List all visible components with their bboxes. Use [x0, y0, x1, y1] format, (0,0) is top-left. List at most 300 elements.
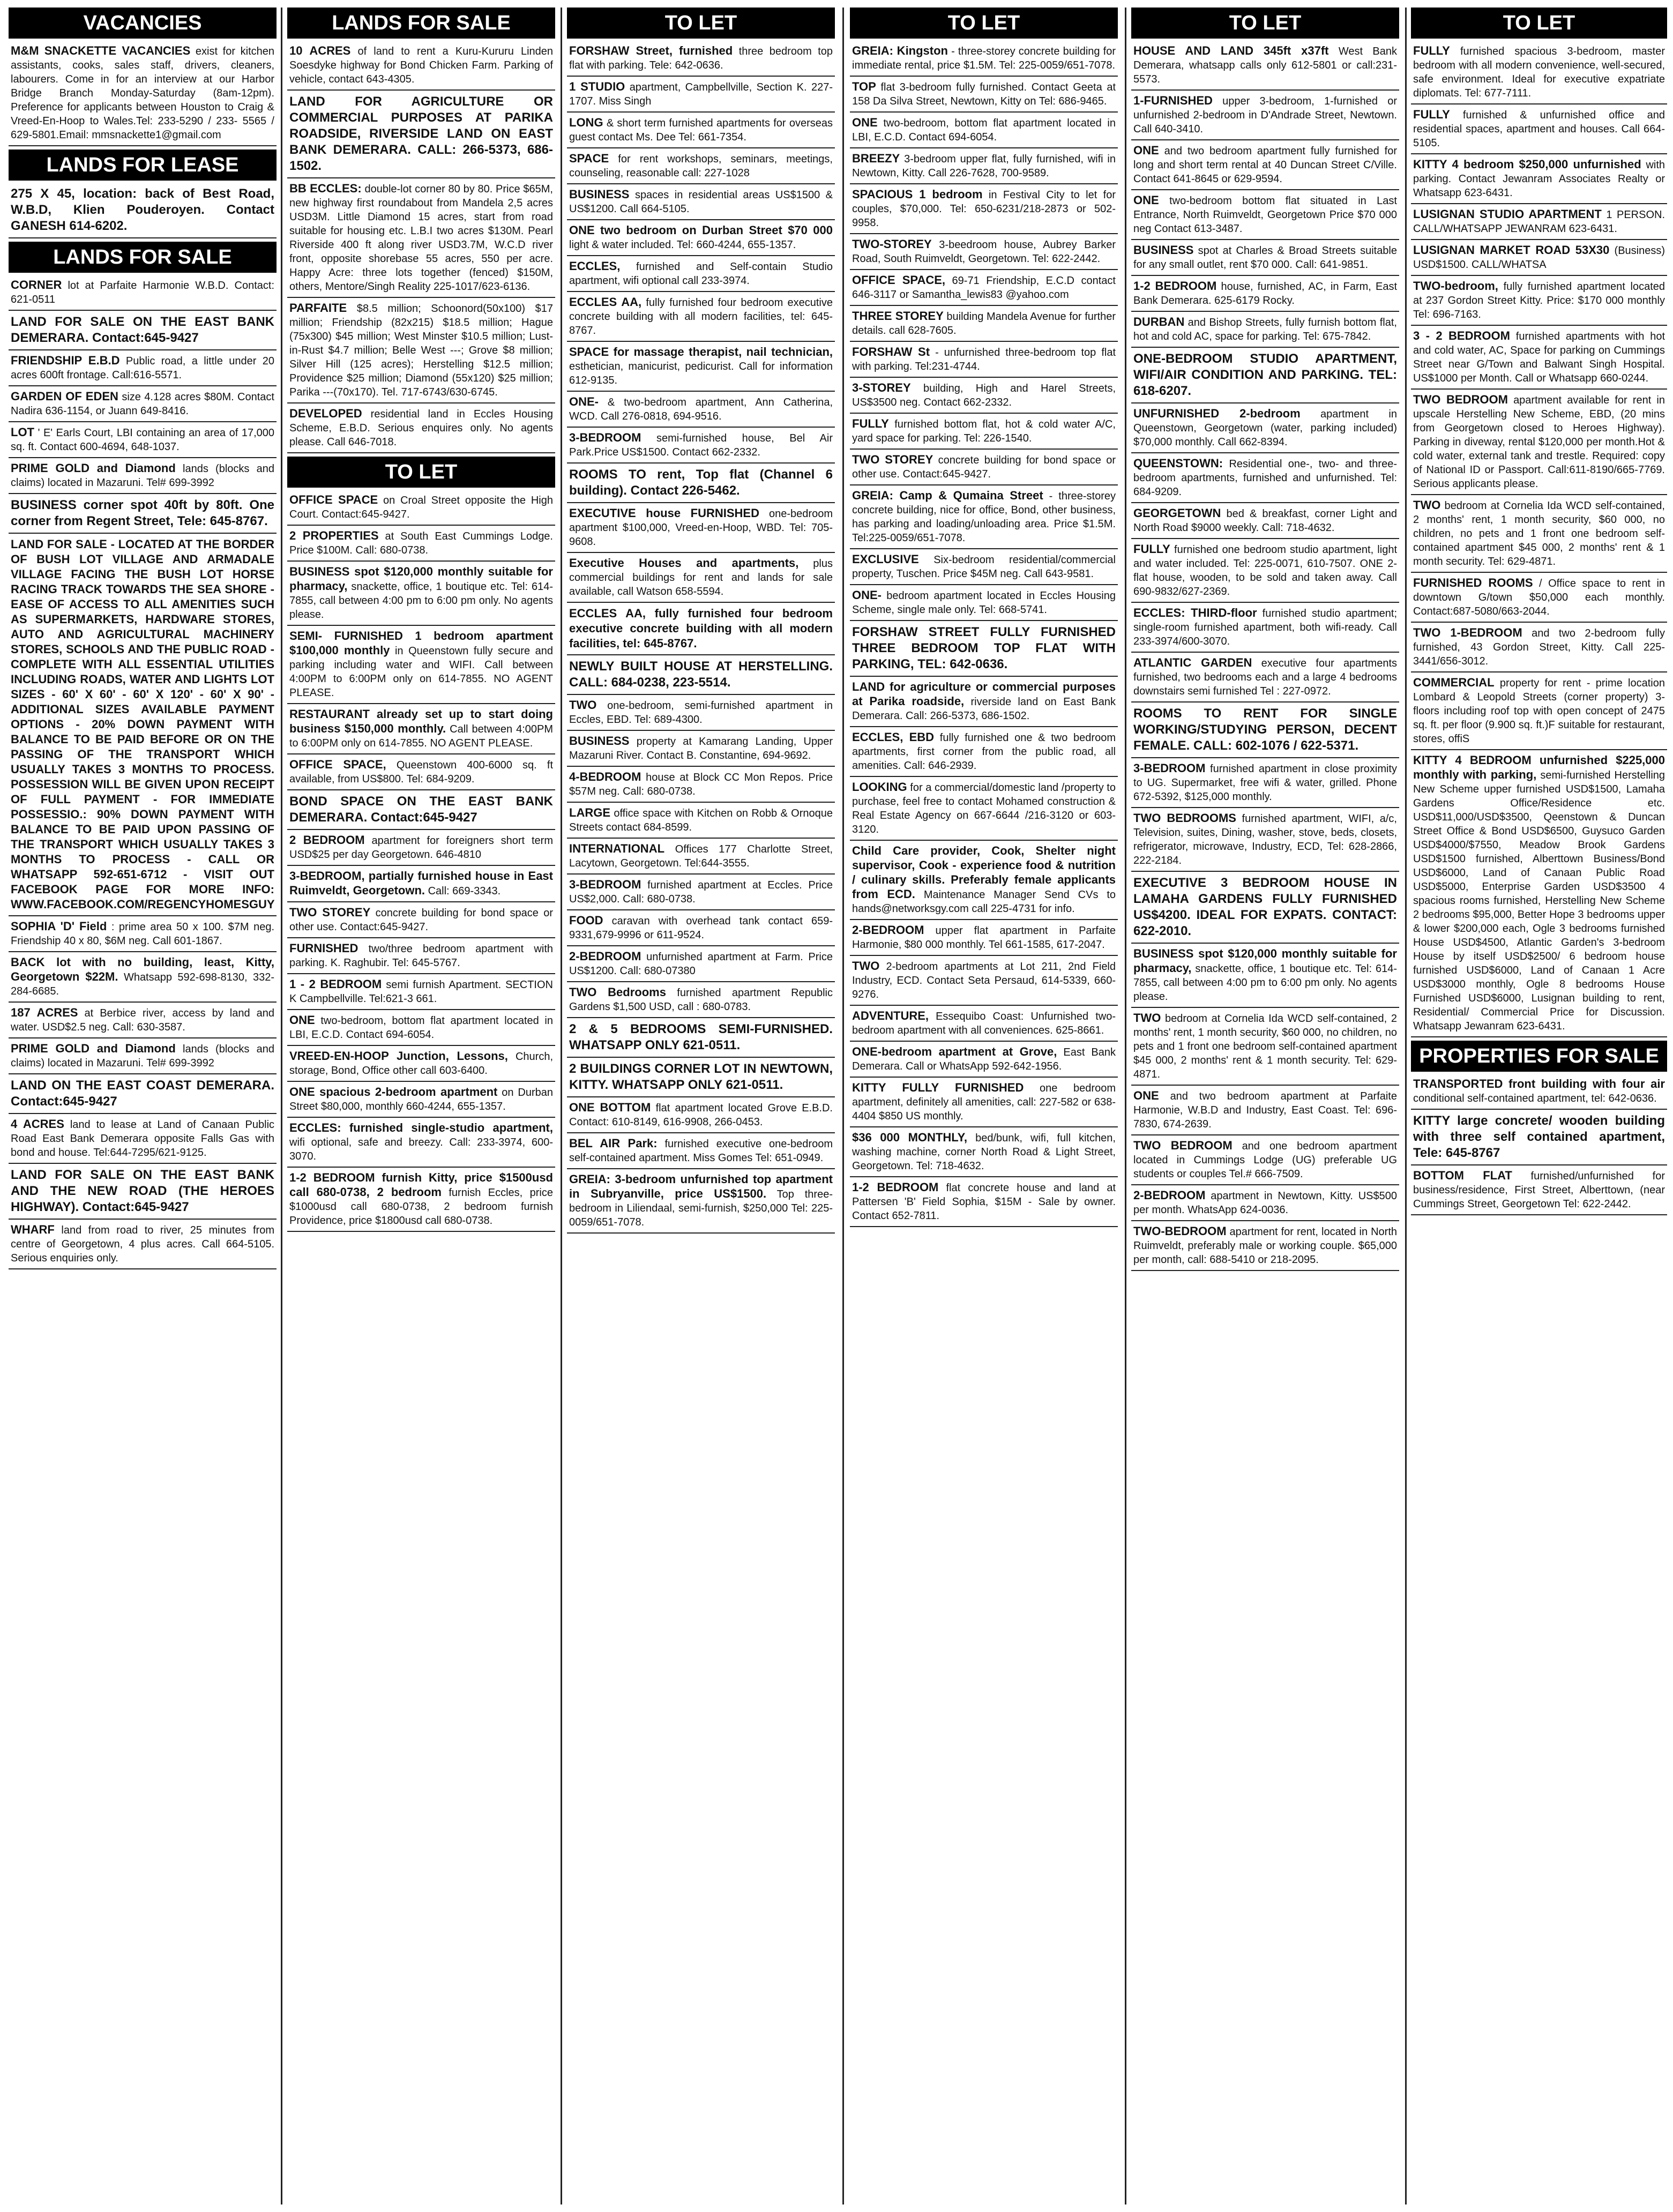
- classified-ad: [287, 1085, 555, 1118]
- ad-lead: BEL AIR Park:: [569, 1137, 658, 1150]
- ad-text: one-bedroom apartment $100,000, Vreed-en-Hoop, WBD. Tel: 705-9608.: [569, 508, 833, 548]
- classified-ad: [287, 44, 555, 91]
- classified-ad: [287, 493, 555, 526]
- ad-text: furnished one bedroom studio apartment, light and water included. Tel: 225-0071, 610-7507. ONE 2-flat house, wooden, to be sold and taken away. Call 690-9832/627-2369.: [1133, 544, 1397, 597]
- classified-ad: [567, 1021, 835, 1058]
- classified-ad: [567, 188, 835, 220]
- classified-ad: [567, 259, 835, 292]
- ad-text: Queenstown 400-6000 sq. ft available, from US$800. Tel: 684-9209.: [289, 759, 553, 785]
- classified-ad: [1411, 44, 1667, 104]
- ad-text: executive four apartments furnished, two bedrooms each and a large 4 bedrooms downstairs semi furnished Tel : 227-0972.: [1133, 657, 1397, 697]
- classified-ad: [567, 1137, 835, 1169]
- classified-ad: [1131, 506, 1399, 539]
- ad-text: building Mandela Avenue for further details. call 628-7605.: [852, 311, 1116, 337]
- ad-lead: 1-2 BEDROOM furnish Kitty, price $1500usd call 680-0738, 2 bedroom: [289, 1171, 553, 1199]
- ad-lead: 1-FURNISHED: [1133, 94, 1213, 107]
- classified-ad: [850, 1081, 1118, 1127]
- ad-text: two/three bedroom apartment with parking. K. Raghubir. Tel: 645-5767.: [289, 943, 553, 969]
- ad-text: furnished apartments with hot and cold water, AC, Space for parking on Cummings Street near G/Town and Balwant Singh Hospital. US$1000 per Month. Call or Whatsapp 660-0244.: [1413, 331, 1665, 384]
- ad-text: size 4.128 acres $80M. Contact Nadira 636-1154, or Juann 649-8416.: [11, 391, 274, 417]
- ad-lead: LUSIGNAN MARKET ROAD 53X30: [1413, 243, 1610, 257]
- ad-lead: ONE: [1133, 144, 1159, 157]
- classified-ad: [1411, 158, 1667, 204]
- ad-text: 1 PERSON. CALL/WHATSAPP JEWANRAM 623-6431.: [1413, 209, 1665, 235]
- ad-text: Top three-bedroom in Liliendaal, semi-furnish, $250,000 Tel: 225-0059/651-7078.: [569, 1189, 833, 1228]
- ad-text: wifi optional, safe and breezy. Call: 233-3974, 600-3070.: [289, 1137, 553, 1162]
- ad-text: furnished spacious 3-bedroom, master bedroom with all modern convenience, well-secured, safe environment. Ideal for executive expatriate diplomats. Tel: 677-7111.: [1413, 46, 1665, 99]
- ad-lead: ECCLES,: [569, 259, 621, 273]
- ad-text: East Bank Demerara. Call or WhatsApp 592-642-1956.: [852, 1047, 1116, 1072]
- column-divider: [561, 8, 562, 2204]
- ad-lead: 3-BEDROOM, partially furnished house in East Ruimveldt, Georgetown.: [289, 869, 553, 897]
- ad-text: bedroom at Cornelia Ida WCD self-contained, 2 months' rent, 1 month security, $60 000, no children, no pets and 1 front one bedroom self-contained apartment $45 000, 2 months' rent & 1 month security. Tel: 629-4871.: [1413, 500, 1665, 567]
- ad-lead: TWO-bedroom,: [1413, 279, 1498, 293]
- classified-ad: [1411, 393, 1667, 495]
- classified-ad: [567, 345, 835, 392]
- ad-lead: BUSINESS spot $120,000 monthly suitable for pharmacy,: [289, 565, 553, 593]
- column-4: [850, 8, 1118, 2204]
- classified-ad: [9, 497, 277, 534]
- ad-lead: CORNER: [11, 278, 62, 292]
- classified-ad: [287, 1171, 555, 1232]
- classified-ad: [1131, 811, 1399, 872]
- ad-text: - three-storey concrete building for immediate rental, price $1.5M. Tel: 225-0059/651-7078.: [852, 46, 1116, 71]
- ad-lead: TOP: [852, 80, 876, 93]
- ad-text: LAND FOR AGRICULTURE OR COMMERCIAL PURPOSES AT PARIKA ROADSIDE, RIVERSIDE LAND ON EAST BANK DEMERARA. CALL: 266-5373, 686-1502.: [289, 94, 553, 173]
- classified-ad: [1411, 108, 1667, 154]
- ad-text: furnished apartment Republic Gardens $1,500 USD, call : 680-0783.: [569, 987, 833, 1013]
- ad-lead: ADVENTURE,: [852, 1009, 929, 1022]
- classified-ad: [1131, 94, 1399, 140]
- ad-text: caravan with overhead tank contact 659-9331,679-9996 or 611-9524.: [569, 915, 833, 941]
- classified-ad: [1411, 753, 1667, 1037]
- ad-text: semi-furnished Herstelling New Scheme upper furnished USD$1500, Lamaha Gardens Office/Residence etc. USD$11,000/USD$3500, Qeenstown & Duncan Street Office & Bond USD$6500, Guysuco Garden USD$4000/$7550, Meadow Brook Gardens USD$1500 furnished, Alberttown Business/Bond USD$6000, Land of Canaan Public Road USD$5000, Enterprise Garden USD$3500 4 spacious rooms furnished, Herstelling New Scheme 2 bedrooms $95,000, Better Hope 3 bedrooms upper & lower $200,000 each, Ogle 3 bedrooms furnished House USD$4500, Atlantic Garden's 3-bedroom House by itself USD$2500/ 6 bedroom house furnished USD$6000, Land of Canaan 1 Acre USD$3000 monthly, Ogle 8 bedrooms House Furnished USD$6000, Lusignan building to rent, Residential/ Commercial Price for Discussion. Whatsapp Jewanram 623-6431.: [1413, 769, 1665, 1032]
- column-1: [9, 8, 277, 2204]
- ad-lead: 2 BEDROOM: [289, 833, 365, 847]
- ad-lead: 4 ACRES: [11, 1117, 64, 1131]
- ad-lead: OFFICE SPACE,: [852, 273, 946, 287]
- column-divider: [281, 8, 282, 2204]
- classified-ad: [850, 680, 1118, 727]
- classified-ad: [567, 431, 835, 464]
- classified-ad: [850, 588, 1118, 621]
- classified-ad: [1131, 315, 1399, 348]
- section-header: PROPERTIES FOR SALE: [1411, 1041, 1667, 1072]
- classified-ad: [287, 833, 555, 866]
- classified-ad: [1131, 656, 1399, 703]
- ad-lead: 4-BEDROOM: [569, 770, 641, 783]
- ad-lead: 3-BEDROOM: [569, 431, 641, 444]
- ad-text: furnished apartment at Eccles. Price US$2,000. Call: 680-0738.: [569, 879, 833, 905]
- classified-ad: [1131, 606, 1399, 653]
- ad-lead: DEVELOPED: [289, 407, 362, 420]
- ad-lead: 2 PROPERTIES: [289, 529, 379, 542]
- ad-text: Residential one-, two- and three-bedroom apartments, furnished and unfurnished. Tel: 684-9209.: [1133, 458, 1397, 498]
- ad-text: & two-bedroom apartment, Ann Catherina, WCD. Call 276-0818, 694-9516.: [569, 397, 833, 422]
- ad-text: 2 BUILDINGS CORNER LOT IN NEWTOWN, KITTY. WHATSAPP ONLY 621-0511.: [569, 1062, 833, 1092]
- classified-ad: [850, 1131, 1118, 1177]
- ad-text: lands (blocks and claims) located in Mazaruni. Tel# 699-3992: [11, 463, 274, 489]
- section-header: TO LET: [1411, 8, 1667, 39]
- ad-lead: PRIME GOLD and Diamond: [11, 1042, 176, 1055]
- classified-ad: [9, 1223, 277, 1269]
- classified-ad: [567, 698, 835, 731]
- ad-lead: VREED-EN-HOOP Junction, Lessons,: [289, 1049, 508, 1063]
- ad-text: at South East Cummings Lodge. Price $100M. Call: 680-0738.: [289, 530, 553, 556]
- ad-text: house at Block CC Mon Repos. Price $57M neg. Call: 680-0738.: [569, 772, 833, 797]
- classified-ad: [1131, 351, 1399, 403]
- ad-text: semi furnish Apartment. SECTION K Campbellville. Tel:621-3 661.: [289, 979, 553, 1005]
- ad-text: fully furnished one & two bedroom apartments, first corner from the public road, all amenities. Call: 646-2939.: [852, 732, 1116, 772]
- ad-text: riverside land on East Bank Demerara. Call: 266-5373, 686-1502.: [852, 696, 1116, 722]
- classified-ad: [1131, 279, 1399, 312]
- ad-text: ROOMS TO RENT FOR SINGLE WORKING/STUDYING PERSON, DECENT FEMALE. CALL: 602-1076 / 622-5371.: [1133, 706, 1397, 753]
- section-header: VACANCIES: [9, 8, 277, 39]
- classified-ad: [567, 878, 835, 910]
- section-header: LANDS FOR LEASE: [9, 150, 277, 181]
- ad-text: land to lease at Land of Canaan Public Road East Bank Demerara opposite Falls Gas with bond and house. Tel:644-7295/621-9125.: [11, 1119, 275, 1159]
- classified-ad: [1411, 207, 1667, 240]
- column-divider: [842, 8, 844, 2204]
- ad-lead: OFFICE SPACE,: [289, 758, 386, 771]
- classified-ad: [287, 941, 555, 974]
- classified-ad: [567, 842, 835, 875]
- column-3: [567, 8, 835, 2204]
- section-header: TO LET: [1131, 8, 1399, 39]
- classified-ad: [287, 301, 555, 403]
- ad-lead: FURNISHED ROOMS: [1413, 576, 1533, 589]
- ad-text: on Croal Street opposite the High Court. Contact:645-9427.: [289, 495, 553, 520]
- classified-ad: [567, 295, 835, 342]
- classified-ad: [287, 869, 555, 902]
- ad-text: concrete building for bond space or other use. Contact:645-9427.: [852, 454, 1116, 480]
- section-header: TO LET: [287, 457, 555, 488]
- classified-ad: [287, 1121, 555, 1168]
- ad-lead: 3-BEDROOM: [1133, 761, 1206, 775]
- ad-lead: OFFICE SPACE: [289, 493, 378, 506]
- ad-text: BOND SPACE ON THE EAST BANK DEMERARA. Contact:645-9427: [289, 794, 553, 825]
- section-header: TO LET: [567, 8, 835, 39]
- classified-ad: [567, 223, 835, 256]
- ad-lead: DURBAN: [1133, 315, 1185, 328]
- ad-lead: TWO: [1133, 1011, 1161, 1025]
- ad-text: : prime area 50 x 100. $7M neg. Friendship 40 x 80, $6M neg. Call 601-1867.: [11, 921, 274, 947]
- classified-ad: [1411, 626, 1667, 672]
- ad-lead: FULLY: [852, 417, 889, 430]
- ad-text: and two bedroom apartment fully furnished for long and short term rental at 40 Duncan Street C/Ville. Contact 641-8645 or 629-9594.: [1133, 145, 1397, 185]
- classified-ad: [850, 959, 1118, 1006]
- ad-lead: UNFURNISHED 2-bedroom: [1133, 407, 1301, 420]
- ad-lead: FURNISHED: [289, 941, 358, 955]
- ad-lead: EXECUTIVE house FURNISHED: [569, 506, 759, 520]
- ad-text: furnished apartment in close proximity to UG. Supermarket, free wifi & water, grilled. Phone 672-5392, $125,000 monthly.: [1133, 763, 1397, 803]
- ad-text: ' E' Earls Court, LBI containing an area of 17,000 sq. ft. Contact 600-4694, 648-1037.: [11, 427, 275, 453]
- ad-text: ECCLES AA, fully furnished four bedroom executive concrete building with all modern facilities, tel: 645-8767.: [569, 607, 833, 650]
- ad-lead: ECCLES AA,: [569, 295, 642, 309]
- classified-ad: [287, 182, 555, 298]
- ad-lead: GREIA: Kingston: [852, 44, 948, 57]
- ad-text: 3-bedroom upper flat, fully furnished, wifi in Newtown, Kitty. Call 226-7628, 700-9589.: [852, 153, 1116, 179]
- ad-lead: PRIME GOLD and Diamond: [11, 461, 176, 475]
- classified-ad: [850, 116, 1118, 148]
- classified-ad: [9, 354, 277, 386]
- ad-lead: LAND for agriculture or commercial purposes at Parika roadside,: [852, 680, 1116, 708]
- section-header: LANDS FOR SALE: [9, 242, 277, 273]
- ad-lead: TWO: [852, 959, 880, 973]
- ad-text: semi-furnished house, Bel Air Park.Price US$1500. Contact 662-2332.: [569, 432, 833, 458]
- ad-text: two-bedroom, bottom flat apartment located in LBI, E.C.D. Contact 694-6054.: [852, 117, 1116, 143]
- ad-lead: TWO BEDROOM: [1133, 1139, 1233, 1152]
- classified-ad: [850, 780, 1118, 841]
- ad-text: at Berbice river, access by land and water. USD$2.5 neg. Call: 630-3587.: [11, 1007, 275, 1033]
- ad-text: in Queenstown fully secure and parking including water and WIFI. Call between 4:00PM to 6:00PM only on 614-7855. NO AGENT PLEASE.: [289, 645, 553, 699]
- ad-text: West Bank Demerara, whatsapp calls only 612-5801 or call:231-5573.: [1133, 46, 1398, 85]
- ad-lead: HOUSE AND LAND 345ft x37ft: [1133, 44, 1329, 57]
- ad-lead: GREIA: 3-bedroom unfurnished top apartment in Subryanville, price US$1500.: [569, 1172, 833, 1200]
- classified-ad: [1411, 1169, 1667, 1215]
- ad-text: two-bedroom bottom flat situated in Last Entrance, North Ruimveldt, Georgetown Price $70 000 neg Contact 613-3487.: [1133, 195, 1397, 235]
- classified-ad: [1411, 498, 1667, 573]
- ad-text: Essequibo Coast: Unfurnished two-bedroom apartment with all conveniences. 625-8661.: [852, 1011, 1116, 1036]
- classified-ad: [567, 770, 835, 803]
- classified-ad: [9, 1042, 277, 1074]
- ad-text: LAND FOR SALE ON THE EAST BANK DEMERARA. Contact:645-9427: [11, 315, 274, 345]
- ad-text: furnished studio apartment; single-room furnished apartment, both wifi-ready. Call 233-3974/600-3070.: [1133, 608, 1398, 647]
- ad-text: flat apartment located Grove E.B.D. Contact: 610-8149, 616-9908, 266-0453.: [569, 1102, 833, 1128]
- classified-ad: [1131, 44, 1399, 91]
- classified-ad: [850, 730, 1118, 777]
- classified-ad: [567, 395, 835, 428]
- ad-text: lands (blocks and claims) located in Mazaruni. Tel# 699-3992: [11, 1043, 274, 1069]
- ad-text: plus commercial buildings for rent and lands for sale available, call Watson 658-5594.: [569, 558, 833, 597]
- ad-lead: ONE-: [852, 588, 882, 602]
- classified-ad: [850, 80, 1118, 113]
- ad-text: three bedroom top flat with parking. Tele: 642-0636.: [569, 46, 833, 71]
- classified-ad: [287, 977, 555, 1010]
- column-divider: [1405, 8, 1407, 2204]
- classified-ad: [1131, 947, 1399, 1008]
- ad-lead: ONE-bedroom apartment at Grove,: [852, 1045, 1057, 1058]
- ad-lead: GREIA: Camp & Qumaina Street: [852, 489, 1043, 502]
- classified-ad: [1131, 542, 1399, 603]
- classified-ad: [1131, 407, 1399, 453]
- classified-ad: [850, 237, 1118, 270]
- classified-ad: [567, 1101, 835, 1133]
- classified-ad: [850, 309, 1118, 342]
- ad-text: apartment, Campbellville, Section K. 227-1707. Miss Singh: [569, 81, 833, 107]
- ad-text: furnish Eccles, price $1000usd call 680-0738, 2 bedroom furnish Providence, price $1800usd call 680-0738.: [289, 1187, 553, 1227]
- ad-text: concrete building for bond space or other use. Contact:645-9427.: [289, 907, 554, 933]
- ad-text: lot at Parfaite Harmonie W.B.D. Contact: 621-0511: [11, 280, 275, 305]
- ad-text: NEWLY BUILT HOUSE AT HERSTELLING. CALL: 684-0238, 223-5514.: [569, 659, 833, 690]
- ad-lead: TWO STOREY: [852, 453, 933, 466]
- ad-text: and Bishop Streets, fully furnish bottom flat, hot and cold AC, space for parking. Tel: 675-7842.: [1133, 317, 1397, 342]
- classified-ad: [9, 186, 277, 238]
- ad-lead: TWO Bedrooms: [569, 985, 666, 999]
- classified-ad: [567, 950, 835, 982]
- ad-text: ROOMS TO rent, Top flat (Channel 6 building). Contact 226-5462.: [569, 467, 833, 498]
- classified-ad: [567, 116, 835, 148]
- ad-text: Offices 177 Charlotte Street, Lacytown, Georgetown. Tel:644-3555.: [569, 843, 833, 869]
- classified-ad: [287, 707, 555, 754]
- classified-ad: [850, 844, 1118, 920]
- ad-text: furnished apartment, WIFI, a/c, Television, suites, Dining, washer, stove, beds, closets, refrigerator, microwave, Industry, ECD, Tel: 628-2866, 222-2184.: [1133, 813, 1397, 866]
- ad-text: and two 2-bedroom fully furnished, 43 Gordon Street, Kitty. Call 225- 3441/656-3012.: [1413, 627, 1665, 667]
- ad-lead: PARFAITE: [289, 301, 347, 315]
- classified-ad: [9, 425, 277, 458]
- ad-text: apartment for foreigners short term USD$25 per day Georgetown. 646-4810: [289, 835, 553, 861]
- classified-ad: [567, 734, 835, 767]
- ad-text: Public road, a little under 20 acres 600ft frontage. Call:616-5571.: [11, 355, 275, 381]
- ad-lead: KITTY FULLY FURNISHED: [852, 1081, 1024, 1094]
- ad-text: $8.5 million; Schoonord(50x100) $17 million; Friendship (82x215) $18.5 million; Hague (75x300) $45 million; West Minster $10.5 million; Lust-in-Rust $4.7 million; Belle West ---; Grove $8 million; Silver Hill (125 acres); Herstelling $12.5 million; Providence $25 million; Diamond (55x120) $25 million; Parika ---(70x170). Tel. 717-6743/630-6745.: [289, 303, 554, 398]
- ad-lead: THREE STOREY: [852, 309, 944, 323]
- classified-ad: [287, 906, 555, 938]
- classified-ad: [850, 188, 1118, 234]
- ad-lead: ECCLES: furnished single-studio apartment,: [289, 1121, 553, 1134]
- classified-ad: [287, 1049, 555, 1082]
- ad-lead: FRIENDSHIP E.B.D: [11, 354, 120, 367]
- ad-lead: 187 ACRES: [11, 1006, 78, 1019]
- classified-ad: [567, 152, 835, 184]
- ad-text: bed/bunk, wifi, full kitchen, washing machine, corner North Road & Light Street, Georgetown. Tel: 718-4632.: [852, 1132, 1116, 1172]
- ad-text: furnished/unfurnished for business/residence, First Street, Alberttown, (near Cummings Street, Georgetown Tel: 622-2442.: [1413, 1170, 1665, 1210]
- classified-ad: [9, 1167, 277, 1220]
- classified-ad: [1411, 676, 1667, 750]
- ad-lead: ONE-: [569, 395, 599, 408]
- ad-text: office space with Kitchen on Robb & Ornoque Streets contact 684-8599.: [569, 808, 833, 833]
- ad-text: 2-bedroom apartments at Lot 211, 2nd Field Industry, ECD. Contact Seta Persaud, 614-5339, 660-9276.: [852, 961, 1116, 1000]
- ad-lead: BUSINESS spot $120,000 monthly suitable for pharmacy,: [1133, 947, 1397, 975]
- ad-text: conditional self-contained apartment, tel: 642-0636.: [1413, 1093, 1657, 1104]
- ad-lead: 2-BEDROOM: [852, 923, 924, 937]
- classified-ad: [850, 1180, 1118, 1227]
- classified-ad: [850, 44, 1118, 77]
- ad-lead: COMMERCIAL: [1413, 676, 1495, 689]
- classified-ad: [1131, 1139, 1399, 1185]
- ad-lead: KITTY 4 BEDROOM unfurnished $225,000 monthly with parking,: [1413, 753, 1665, 781]
- classified-ad: [850, 552, 1118, 585]
- ad-text: residential land in Eccles Housing Scheme, E.B.D. Serious enquires only. No agents please. Call 646-7018.: [289, 408, 553, 448]
- ad-text: unfurnished apartment at Farm. Price US$1200. Call: 680-07380: [569, 951, 833, 977]
- ad-lead: LONG: [569, 116, 603, 129]
- ad-lead: FOOD: [569, 914, 603, 927]
- ad-text: furnished and Self-contain Studio apartment, wifi optional call 233-3974.: [569, 261, 833, 287]
- ad-text: on Durban Street $80,000, monthly 660-4244, 655-1357.: [289, 1087, 554, 1112]
- ad-lead: ECCLES: THIRD-floor: [1133, 606, 1257, 619]
- classified-ad: [9, 920, 277, 952]
- ad-text: LAND FOR SALE - LOCATED AT THE BORDER OF BUSH LOT VILLAGE AND ARMADALE VILLAGE FACING THE BUSH LOT HORSE RACING TRACK TOWARDS THE SEA SHORE - EASE OF ACCESS TO ALL AMENITIES SUCH AS SUPERMARKETS, HARDWARE STORES, AUTO AND AGRICULTURAL MACHINERY STORES, SCHOOLS AND THE PUBLIC ROAD - COMPLETE WITH ALL ESSENTIAL UTILITIES INCLUDING ROADS, WATER AND LIGHTS LOT SIZES - 60' X 60' - 60' X 120' - 60' X 90' - ADDITIONAL SIZES AVAILABLE PAYMENT OPTIONS - 20% DOWN PAYMENT WITH BALANCE TO BE PAID BEFORE OR ON THE PASSING OF THE TRANSPORT WHICH USUALLY TAKES 3 MONTHS TO PROCESS. POSSESSION WILL BE GIVEN UPON RECEIPT OF FULL PAYMENT - FOR IMMEDIATE POSSESSIO.: 90% DOWN PAYMENT WITH BALANCE TO BE PAID UPON PASSING OF THE TRANSPORT WHICH USUALLY TAKES 3 MONTHS TO PROCESS - CALL OR WHATSAPP 592-651-6712 - VISIT OUT FACEBOOK PAGE FOR MORE INFO: WWW.FACEBOOK.COM/REGENCYHOMESGUY: [11, 537, 275, 911]
- classified-ad: [1411, 1113, 1667, 1165]
- classified-ad: [1131, 761, 1399, 808]
- ad-lead: EXCLUSIVE: [852, 552, 919, 566]
- ad-lead: ECCLES, EBD: [852, 730, 935, 744]
- ad-text: apartment available for rent in upscale Herstelling New Scheme, EBD, (20 mins from Georgetown closed to Heroes Highway). Parking in diveway, rental $120,000 per month.Hot & cold water, external tank and trestle. Required: copy of National ID or Passport. Call:611-8190/665-7769. Serious applicants please.: [1413, 394, 1665, 490]
- ad-lead: 10 ACRES: [289, 44, 351, 57]
- ad-text: 2 & 5 BEDROOMS SEMI-FURNISHED. WHATSAPP ONLY 621-0511.: [569, 1022, 833, 1052]
- ad-text: 275 X 45, location: back of Best Road, W.B.D, Klien Pouderoyen. Contact GANESH 614-6202.: [11, 186, 274, 233]
- classified-ad: [1131, 1224, 1399, 1271]
- ad-text: property for rent - prime location Lombard & Leopold Streets (corner property) 3-floors including roof top with open concept of 2475 sq. ft. per floor (9.900 sq. ft.)F suitable for restaurant, stores, offiS: [1413, 677, 1665, 745]
- classified-ad: [1131, 1011, 1399, 1086]
- classified-ad: [567, 44, 835, 77]
- classified-ad: [287, 1013, 555, 1046]
- classified-ad: [567, 1061, 835, 1097]
- classified-ad: [9, 955, 277, 1003]
- ad-lead: BB ECCLES:: [289, 182, 362, 195]
- ad-text: and one bedroom apartment located in Cummings Lodge (UG) preferable UG students or couples Tel.# 666-7509.: [1133, 1140, 1397, 1180]
- ad-lead: BUSINESS: [569, 188, 630, 201]
- ad-lead: ONE: [1133, 1089, 1159, 1102]
- ad-text: in Festival City to let for couples, $70,000. Tel: 650-6231/218-2873 or 502-9958.: [852, 189, 1116, 229]
- ad-text: fully furnished four bedroom executive concrete building with all modern facilities, tel: 645-8767.: [569, 297, 833, 337]
- classified-ad: [1131, 457, 1399, 503]
- ad-lead: BOTTOM FLAT: [1413, 1169, 1512, 1182]
- ad-text: land from road to river, 25 minutes from centre of Georgetown, 4 plus acres. Call 664-5105. Serious enquiries only.: [11, 1224, 274, 1264]
- ad-lead: GEORGETOWN: [1133, 506, 1221, 520]
- classified-ad: [287, 629, 555, 704]
- ad-text: Church, storage, Bond, Office other call 603-6400.: [289, 1051, 553, 1077]
- ad-text: & short term furnished apartments for overseas guest contact Ms. Dee Tel: 661-7354.: [569, 117, 833, 143]
- classified-ad: [567, 985, 835, 1018]
- ad-lead: LOOKING: [852, 780, 907, 794]
- classified-ad: [9, 44, 277, 146]
- ad-text: snackette, office, 1 boutique etc. Tel: 614-7855, call between 4:00 pm to 6:00 pm only. No agents please.: [1133, 963, 1397, 1003]
- column-2: [287, 8, 555, 2204]
- classified-ad: [850, 381, 1118, 414]
- ad-text: furnished bottom flat, hot & cold water A/C, yard space for parking. Tel: 226-1540.: [852, 419, 1116, 444]
- ad-lead: KITTY 4 bedroom $250,000 unfurnished: [1413, 158, 1641, 171]
- ad-text: and two bedroom apartment at Parfaite Harmonie, W.B.D and Industry, East Coast. Tel: 696-7830, 674-2639.: [1133, 1090, 1397, 1130]
- ad-text: furnished executive one-bedroom self-contained apartment. Miss Gomes Tel: 651-0949.: [569, 1138, 833, 1164]
- classified-ad: [850, 345, 1118, 378]
- classified-ad: [567, 914, 835, 946]
- ad-text: / Office space to rent in downtown G/town $50,000 each monthly. Contact:687-5080/663-2044.: [1413, 578, 1665, 617]
- classified-ad: [9, 461, 277, 494]
- ad-text: flat concrete house and land at Pattersen 'B' Field Sophia, $15M - Sale by owner. Contact 652-7811.: [852, 1182, 1116, 1222]
- ad-lead: 1 STUDIO: [569, 80, 625, 93]
- ad-text: upper flat apartment in Parfaite Harmonie, $80 000 monthly. Tel 661-1585, 617-2047.: [852, 925, 1116, 951]
- ad-lead: M&M SNACKETTE VACANCIES: [11, 44, 191, 57]
- ad-lead: WHARF: [11, 1223, 55, 1236]
- classified-ad: [1131, 706, 1399, 758]
- ad-text: spot at Charles & Broad Streets suitable for any small outlet, rent $70 000. Call: 641-9851.: [1133, 245, 1398, 271]
- ad-lead: FORSHAW Street, furnished: [569, 44, 733, 57]
- ad-text: FORSHAW STREET FULLY FURNISHED THREE BEDROOM TOP FLAT WITH PARKING, TEL: 642-0636.: [852, 625, 1116, 671]
- ad-lead: BUSINESS: [569, 734, 630, 748]
- classified-ad: [850, 417, 1118, 450]
- ad-lead: QUEENSTOWN:: [1133, 457, 1223, 470]
- ad-text: LAND ON THE EAST COAST DEMERARA. Contact:645-9427: [11, 1078, 274, 1109]
- ad-text: double-lot corner 80 by 80. Price $65M, new highway first roundabout from Mandela 2,5 acres USD3M. Little Diamond 15 acres, start from road suitable for housing etc. L.B.I two acres $130M. Pearl Riverside 400 ft along river USD3.7M, W.C.D river front, opposite shorebase 55 acres, 550 per acre. Happy Acre: three lots together (fenced) $150M, others, Mentore/Singh Reality 225-1017/623-6136.: [289, 183, 553, 293]
- ad-lead: GARDEN OF EDEN: [11, 390, 118, 403]
- ad-lead: 1-2 BEDROOM: [1133, 279, 1217, 293]
- ad-text: bed & breakfast, corner Light and North Road $9000 weekly. Call: 718-4632.: [1133, 508, 1397, 534]
- ad-text: for a commercial/domestic land /property to purchase, feel free to contact Mohamed construction & Real Estate Agency on 667-6644 /216-3120 or 603-3120.: [852, 782, 1116, 835]
- ad-text: furnished & unfurnished office and residential spaces, apartment and houses. Call 664-5105.: [1413, 109, 1665, 149]
- ad-lead: BACK lot with no building, least, Kitty, Georgetown $22M.: [11, 955, 274, 983]
- ad-text: flat 3-bedroom fully furnished. Contact Geeta at 158 Da Silva Street, Newtown, Kitty on Tel: 686-9465.: [852, 81, 1116, 107]
- classified-ad: [287, 565, 555, 626]
- ad-lead: ONE two bedroom on Durban Street $70 000: [569, 223, 833, 237]
- classified-ad: [1411, 243, 1667, 276]
- classified-ad: [567, 467, 835, 503]
- ad-lead: INTERNATIONAL: [569, 842, 665, 855]
- classified-ad: [567, 506, 835, 553]
- ad-text: bedroom at Cornelia Ida WCD self-contained, 2 months' rent, 1 month security, $60 000, no children, no pets and 1 front one bedroom self-contained apartment $45 000, 2 months' rent & 1 month security. Tel: 629-4871.: [1133, 1013, 1397, 1080]
- classified-ad: [850, 923, 1118, 956]
- ad-text: house, furnished, AC, in Farm, East Bank Demerara. 625-6179 Rocky.: [1133, 281, 1397, 307]
